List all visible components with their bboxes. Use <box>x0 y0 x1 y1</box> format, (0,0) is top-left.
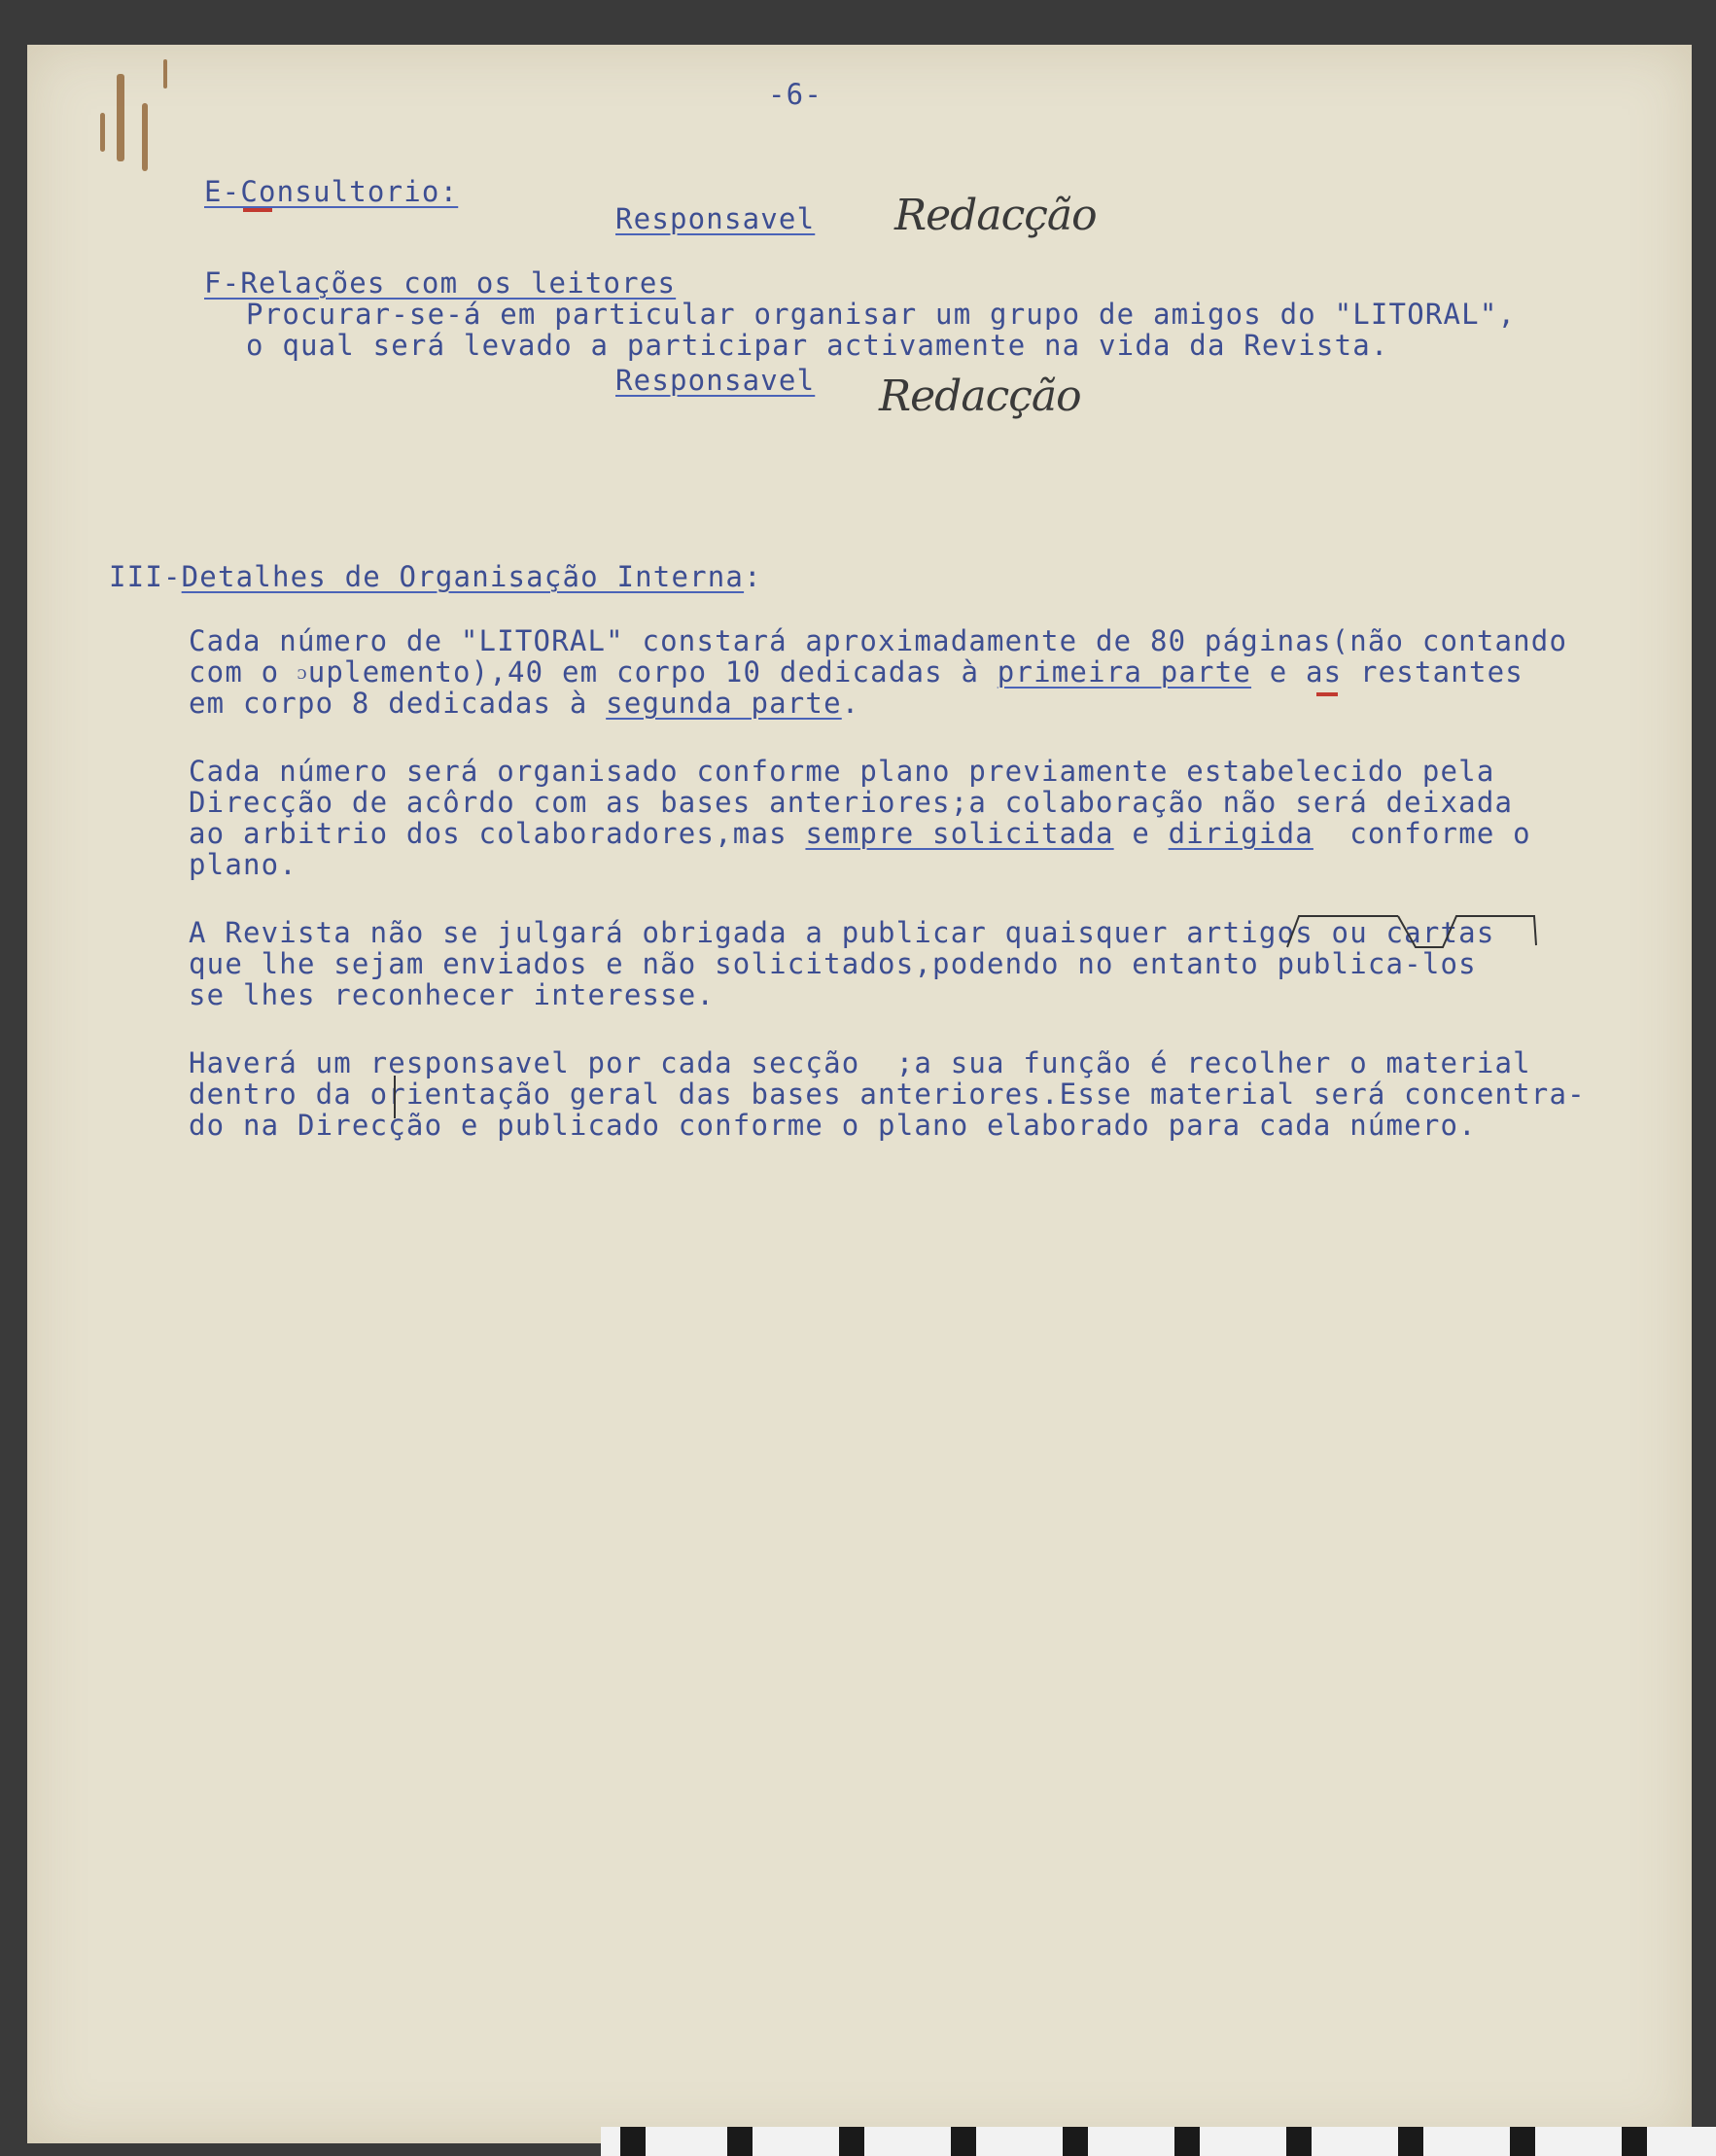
ruler-block <box>1063 2127 1088 2156</box>
p1-line-3: em corpo 8 dedicadas à segunda parte. <box>189 687 860 720</box>
p2-line-2: Direcção de acôrdo com as bases anteriores;a colaboração não será deixada <box>189 786 1514 819</box>
ruler-block <box>1622 2127 1647 2156</box>
rust-stain <box>100 113 105 152</box>
p3-line-3: se lhes reconhecer interesse. <box>189 978 716 1011</box>
handwritten-insert-mark <box>387 1074 403 1122</box>
ruler-block <box>620 2127 646 2156</box>
p2-line-3: ao arbitrio dos colaboradores,mas sempre solicitada e dirigida conforme o <box>189 817 1531 850</box>
page-number: -6- <box>768 78 823 111</box>
p3-line-1: A Revista não se julgará obrigada a publicar quaisquer artigos ou cartas <box>189 916 1495 949</box>
section-f-responsible-label: Responsavel <box>615 364 816 397</box>
section-f-heading: F-Relações com os leitores <box>204 266 677 300</box>
ruler-block <box>1286 2127 1312 2156</box>
rust-stain <box>163 59 167 88</box>
ruler-block <box>839 2127 864 2156</box>
p1-line-2: com o $^ᴐ$uplemento),40 em corpo 10 dedicadas à primeira parte e as restantes <box>189 655 1523 689</box>
red-pencil-mark <box>1316 692 1338 696</box>
p2-line-1: Cada número será organisado conforme plano previamente estabelecido pela <box>189 755 1495 788</box>
handwritten-bracket-marks <box>1243 910 1651 959</box>
section-f-line-2: o qual será levado a participar activamente na vida da Revista. <box>246 329 1389 362</box>
ruler-block <box>727 2127 753 2156</box>
scan-ruler <box>601 2127 1716 2156</box>
section-e-heading: E-Consultorio: <box>204 175 459 208</box>
section-iii-heading: III-Detalhes de Organisação Interna: <box>109 560 762 593</box>
ruler-block <box>1510 2127 1535 2156</box>
p4-line-2: dentro da orientação geral das bases anteriores.Esse material será concentra- <box>189 1078 1586 1111</box>
p2-line-4: plano. <box>189 848 298 881</box>
section-f-line-1: Procurar-se-á em particular organisar um grupo de amigos do "LITORAL", <box>246 298 1517 331</box>
rust-stain <box>117 74 124 161</box>
section-e-handwritten-note: Redacção <box>894 191 1097 240</box>
p4-line-1: Haverá um responsavel por cada secção ;a sua função é recolher o material <box>189 1046 1531 1079</box>
ruler-block <box>1174 2127 1200 2156</box>
p1-line-1: Cada número de "LITORAL" constará aproximadamente de 80 páginas(não contando <box>189 624 1568 657</box>
ruler-block <box>951 2127 976 2156</box>
document-page <box>27 45 1692 2143</box>
red-pencil-mark <box>243 208 272 212</box>
section-e-responsible-label: Responsavel <box>615 202 816 235</box>
rust-stain <box>142 103 148 171</box>
p4-line-3: do na Direcção e publicado conforme o plano elaborado para cada número. <box>189 1109 1477 1142</box>
ruler-block <box>1398 2127 1423 2156</box>
section-f-handwritten-note: Redacção <box>879 371 1081 421</box>
p3-line-2: que lhe sejam enviados e não solicitados,podendo no entanto publica-los <box>189 947 1477 980</box>
